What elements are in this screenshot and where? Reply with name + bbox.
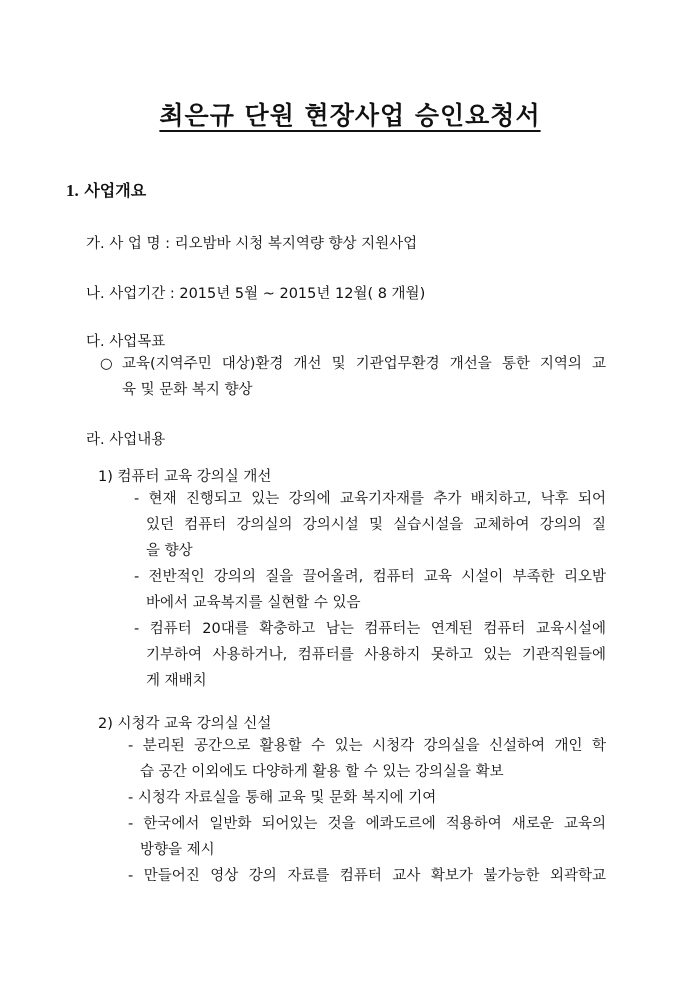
list-item-line: 습 공간 이외에도 다양하게 활용 할 수 있는 강의실을 확보 [140, 764, 504, 780]
list-item-line: 있던 컴퓨터 강의실의 강의시설 및 실습시설을 교체하여 강의의 질 [146, 517, 606, 533]
subsection-1-list [134, 486, 606, 694]
subsection-2-label: 2) 시청각 교육 강의실 신설 [98, 716, 272, 732]
section-number: 1. [66, 181, 79, 200]
section-heading [66, 178, 146, 201]
list-item-line: 게 재배치 [146, 673, 207, 689]
section-heading-text: 사업개요 [84, 181, 147, 200]
goal-bullet-marker: ○ [100, 356, 113, 372]
business-name-line: 가. 사 업 명 : 리오밤바 시청 복지역량 향상 지원사업 [86, 236, 418, 252]
goal-line: 교육(지역주민 대상)환경 개선 및 기관업무환경 개선을 통한 지역의 교 [122, 356, 606, 372]
list-item-line: - 현재 진행되고 있는 강의에 교육기자재를 추가 배치하고, 낙후 되어 [134, 491, 606, 507]
business-content-label: 라. 사업내용 [86, 432, 166, 448]
list-item-line: - 시청각 자료실을 통해 교육 및 문화 복지에 기여 [128, 790, 437, 806]
subsection-1-label: 1) 컴퓨터 교육 강의실 개선 [98, 469, 272, 485]
subsection-2-list [128, 733, 606, 889]
business-goal-label: 다. 사업목표 [86, 334, 166, 350]
list-item-line: - 컴퓨터 20대를 확충하고 남는 컴퓨터는 연계된 컴퓨터 교육시설에 [134, 621, 606, 637]
goal-bullet-text [122, 351, 606, 403]
document-title: 최은규 단원 현장사업 승인요청서 [159, 101, 541, 130]
list-item-line: 방향을 제시 [140, 842, 215, 858]
list-item-line: 기부하여 사용하거나, 컴퓨터를 사용하지 못하고 있는 기관직원들에 [146, 647, 606, 663]
list-item-line: - 만들어진 영상 강의 자료를 컴퓨터 교사 확보가 불가능한 외곽학교 [128, 868, 606, 884]
list-item-line: 을 향상 [146, 543, 193, 559]
list-item-line: - 분리된 공간으로 활용할 수 있는 시청각 강의실을 신설하여 개인 학 [128, 738, 606, 754]
goal-line: 육 및 문화 복지 향상 [122, 382, 253, 398]
list-item-line: - 전반적인 강의의 질을 끌어올려, 컴퓨터 교육 시설이 부족한 리오밤 [134, 569, 606, 585]
list-item-line: 바에서 교육복지를 실현할 수 있음 [146, 595, 361, 611]
list-item-line: - 한국에서 일반화 되어있는 것을 에콰도르에 적용하여 새로운 교육의 [128, 816, 606, 832]
business-period-line: 나. 사업기간 : 2015년 5월 ~ 2015년 12월( 8 개월) [86, 286, 426, 302]
